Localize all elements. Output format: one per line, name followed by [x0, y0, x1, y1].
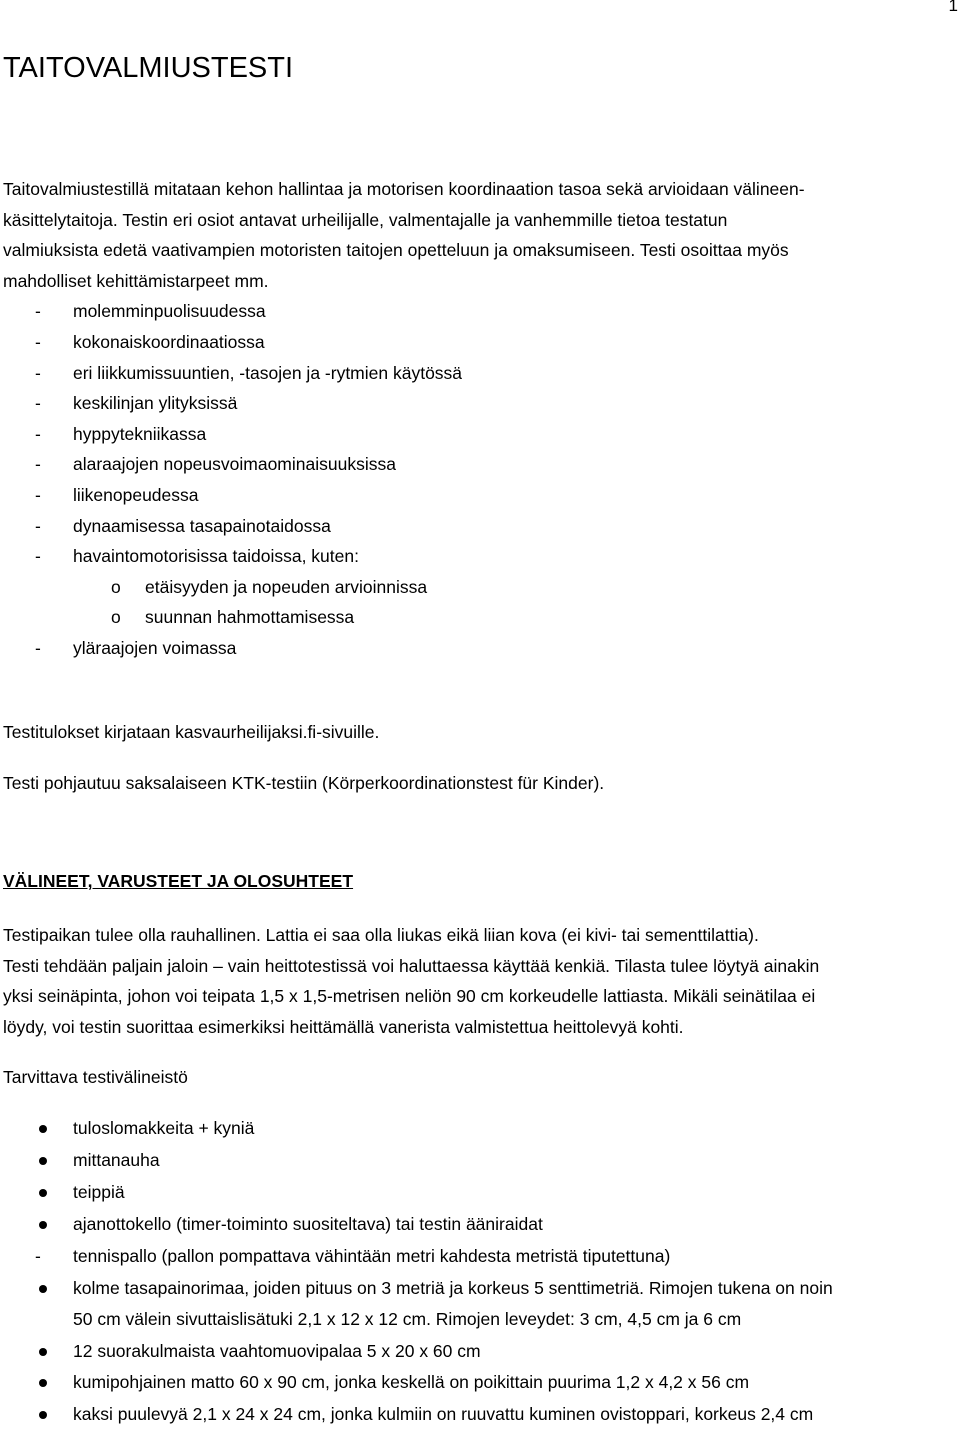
dash-marker: -: [35, 515, 41, 536]
list-item-text: kaksi puulevyä 2,1 x 24 x 24 cm, jonka kulmiin on ruuvattu kuminen ovistoppari, korkeus 2,4 cm: [73, 1404, 814, 1425]
list-item-text: kumipohjainen matto 60 x 90 cm, jonka keskellä on poikittain puurima 1,2 x 4,2 x 56 cm: [73, 1372, 750, 1393]
bullet-icon: [39, 1285, 47, 1293]
equipment-heading: VÄLINEET, VARUSTEET JA OLOSUHTEET: [3, 871, 354, 891]
list-item: [3, 541, 958, 572]
bullet-icon: [39, 1157, 47, 1165]
bullet-icon: [39, 1125, 47, 1133]
list-item-text: eri liikkumissuuntien, -tasojen ja -rytmien käytössä: [73, 362, 463, 383]
list-item-text: havaintomotorisissa taidoissa, kuten:: [73, 546, 359, 567]
dash-marker: -: [35, 362, 41, 383]
list-item: [3, 1177, 958, 1208]
equipment-paragraph: [3, 920, 958, 1042]
list-item: [3, 1399, 958, 1430]
tools-heading: Tarvittava testivälineistö: [3, 1067, 188, 1087]
list-item: [3, 480, 958, 511]
results-text: Testitulokset kirjataan kasvaurheilijaksi.fi-sivuille.: [3, 722, 380, 742]
intro-section: [3, 174, 958, 664]
list-item-text: kolme tasapainorimaa, joiden pituus on 3 metriä ja korkeus 5 senttimetriä. Rimojen tukena on noin: [73, 1277, 833, 1298]
dash-marker: -: [35, 331, 41, 352]
skills-list-end: [3, 633, 958, 664]
list-item: [3, 1241, 958, 1272]
list-item-text: dynaamisessa tasapainotaidossa: [73, 515, 331, 536]
dash-marker: -: [35, 637, 41, 658]
equipment-line: löydy, voi testin suorittaa esimerkiksi heittämällä vanerista valmistettua heittolevyä kohti.: [3, 1016, 684, 1037]
list-item-text: molemminpuolisuudessa: [73, 301, 266, 322]
perception-sublist: [3, 572, 958, 633]
list-item: [3, 511, 958, 542]
list-item-text: yläraajojen voimassa: [73, 637, 237, 658]
sublist-item: [3, 572, 958, 603]
bullet-icon: [39, 1348, 47, 1356]
document-title: TAITOVALMIUSTESTI: [3, 52, 294, 84]
intro-line: Taitovalmiustestillä mitataan kehon hallintaa ja motorisen koordinaation tasoa sekä arvioidaan välineen-: [3, 179, 805, 199]
list-item-text: ajanottokello (timer-toiminto suositeltava) tai testin ääniraidat: [73, 1213, 543, 1234]
bullet-icon: [39, 1189, 47, 1197]
sublist-item: [3, 602, 958, 633]
list-item: [3, 388, 958, 419]
list-item-text: mittanauha: [73, 1149, 160, 1170]
circle-marker: o: [111, 576, 121, 597]
dash-marker: -: [35, 1245, 41, 1266]
list-item: [3, 1113, 958, 1144]
list-item-text: hyppytekniikassa: [73, 423, 207, 444]
dash-marker: -: [35, 301, 41, 322]
list-item-text: kokonaiskoordinaatiossa: [73, 331, 265, 352]
list-item: [3, 419, 958, 450]
skills-list: [3, 296, 958, 571]
sublist-item-text: suunnan hahmottamisessa: [145, 607, 355, 628]
list-item: [3, 1209, 958, 1240]
list-item: [3, 1336, 958, 1367]
list-item: [3, 358, 958, 389]
list-item-text: teippiä: [73, 1181, 125, 1202]
bullet-icon: [39, 1221, 47, 1229]
list-item: [3, 633, 958, 664]
list-item-continuation: [3, 1304, 958, 1335]
list-item-text: alaraajojen nopeusvoimaominaisuuksissa: [73, 454, 396, 475]
dash-marker: -: [35, 393, 41, 414]
list-item-text: 50 cm välein sivuttaislisätuki 2,1 x 12 x 12 cm. Rimojen leveydet: 3 cm, 4,5 cm ja 6 cm: [73, 1308, 742, 1329]
bullet-icon: [39, 1379, 47, 1387]
dash-marker: -: [35, 454, 41, 475]
intro-line: käsittelytaitoja. Testin eri osiot antavat urheilijalle, valmentajalle ja vanhemmille tietoa testatun: [3, 209, 728, 230]
list-item: [3, 1145, 958, 1176]
list-item: [3, 1367, 958, 1398]
dash-marker: -: [35, 546, 41, 567]
dash-marker: -: [35, 423, 41, 444]
list-item-text: tuloslomakkeita + kyniä: [73, 1118, 255, 1138]
list-item-text: keskilinjan ylityksissä: [73, 393, 238, 414]
tools-list: [3, 1113, 958, 1430]
basis-text: Testi pohjautuu saksalaiseen KTK-testiin (Körperkoordinationstest für Kinder).: [3, 773, 605, 793]
sublist-item-text: etäisyyden ja nopeuden arvioinnissa: [145, 576, 428, 597]
bullet-icon: [39, 1411, 47, 1419]
equipment-line: Testipaikan tulee olla rauhallinen. Lattia ei saa olla liukas eikä liian kova (ei kivi- tai sementtilattia).: [3, 925, 759, 945]
list-item: [3, 1273, 958, 1304]
dash-marker: -: [35, 484, 41, 505]
list-item-text: tennispallo (pallon pompattava vähintään metri kahdesta metristä tiputettuna): [73, 1245, 671, 1266]
list-item: [3, 327, 958, 358]
list-item-text: 12 suorakulmaista vaahtomuovipalaa 5 x 20 x 60 cm: [73, 1340, 481, 1361]
list-item: [3, 449, 958, 480]
intro-line: mahdolliset kehittämistarpeet mm.: [3, 270, 269, 291]
equipment-line: yksi seinäpinta, johon voi teipata 1,5 x 1,5-metrisen neliön 90 cm korkeudelle lattiasta. Mikäli seinätilaa ei: [3, 986, 816, 1007]
equipment-line: Testi tehdään paljain jaloin – vain heittotestissä voi haluttaessa käyttää kenkiä. Tilasta tulee löytyä ainakin: [3, 955, 820, 976]
page-number: 1: [948, 0, 958, 15]
circle-marker: o: [111, 607, 121, 628]
list-item-text: liikenopeudessa: [73, 484, 199, 505]
list-item: [3, 296, 958, 327]
intro-line: valmiuksista edetä vaativampien motoristen taitojen opetteluun ja omaksumiseen. Testi osoittaa myös: [3, 240, 789, 261]
